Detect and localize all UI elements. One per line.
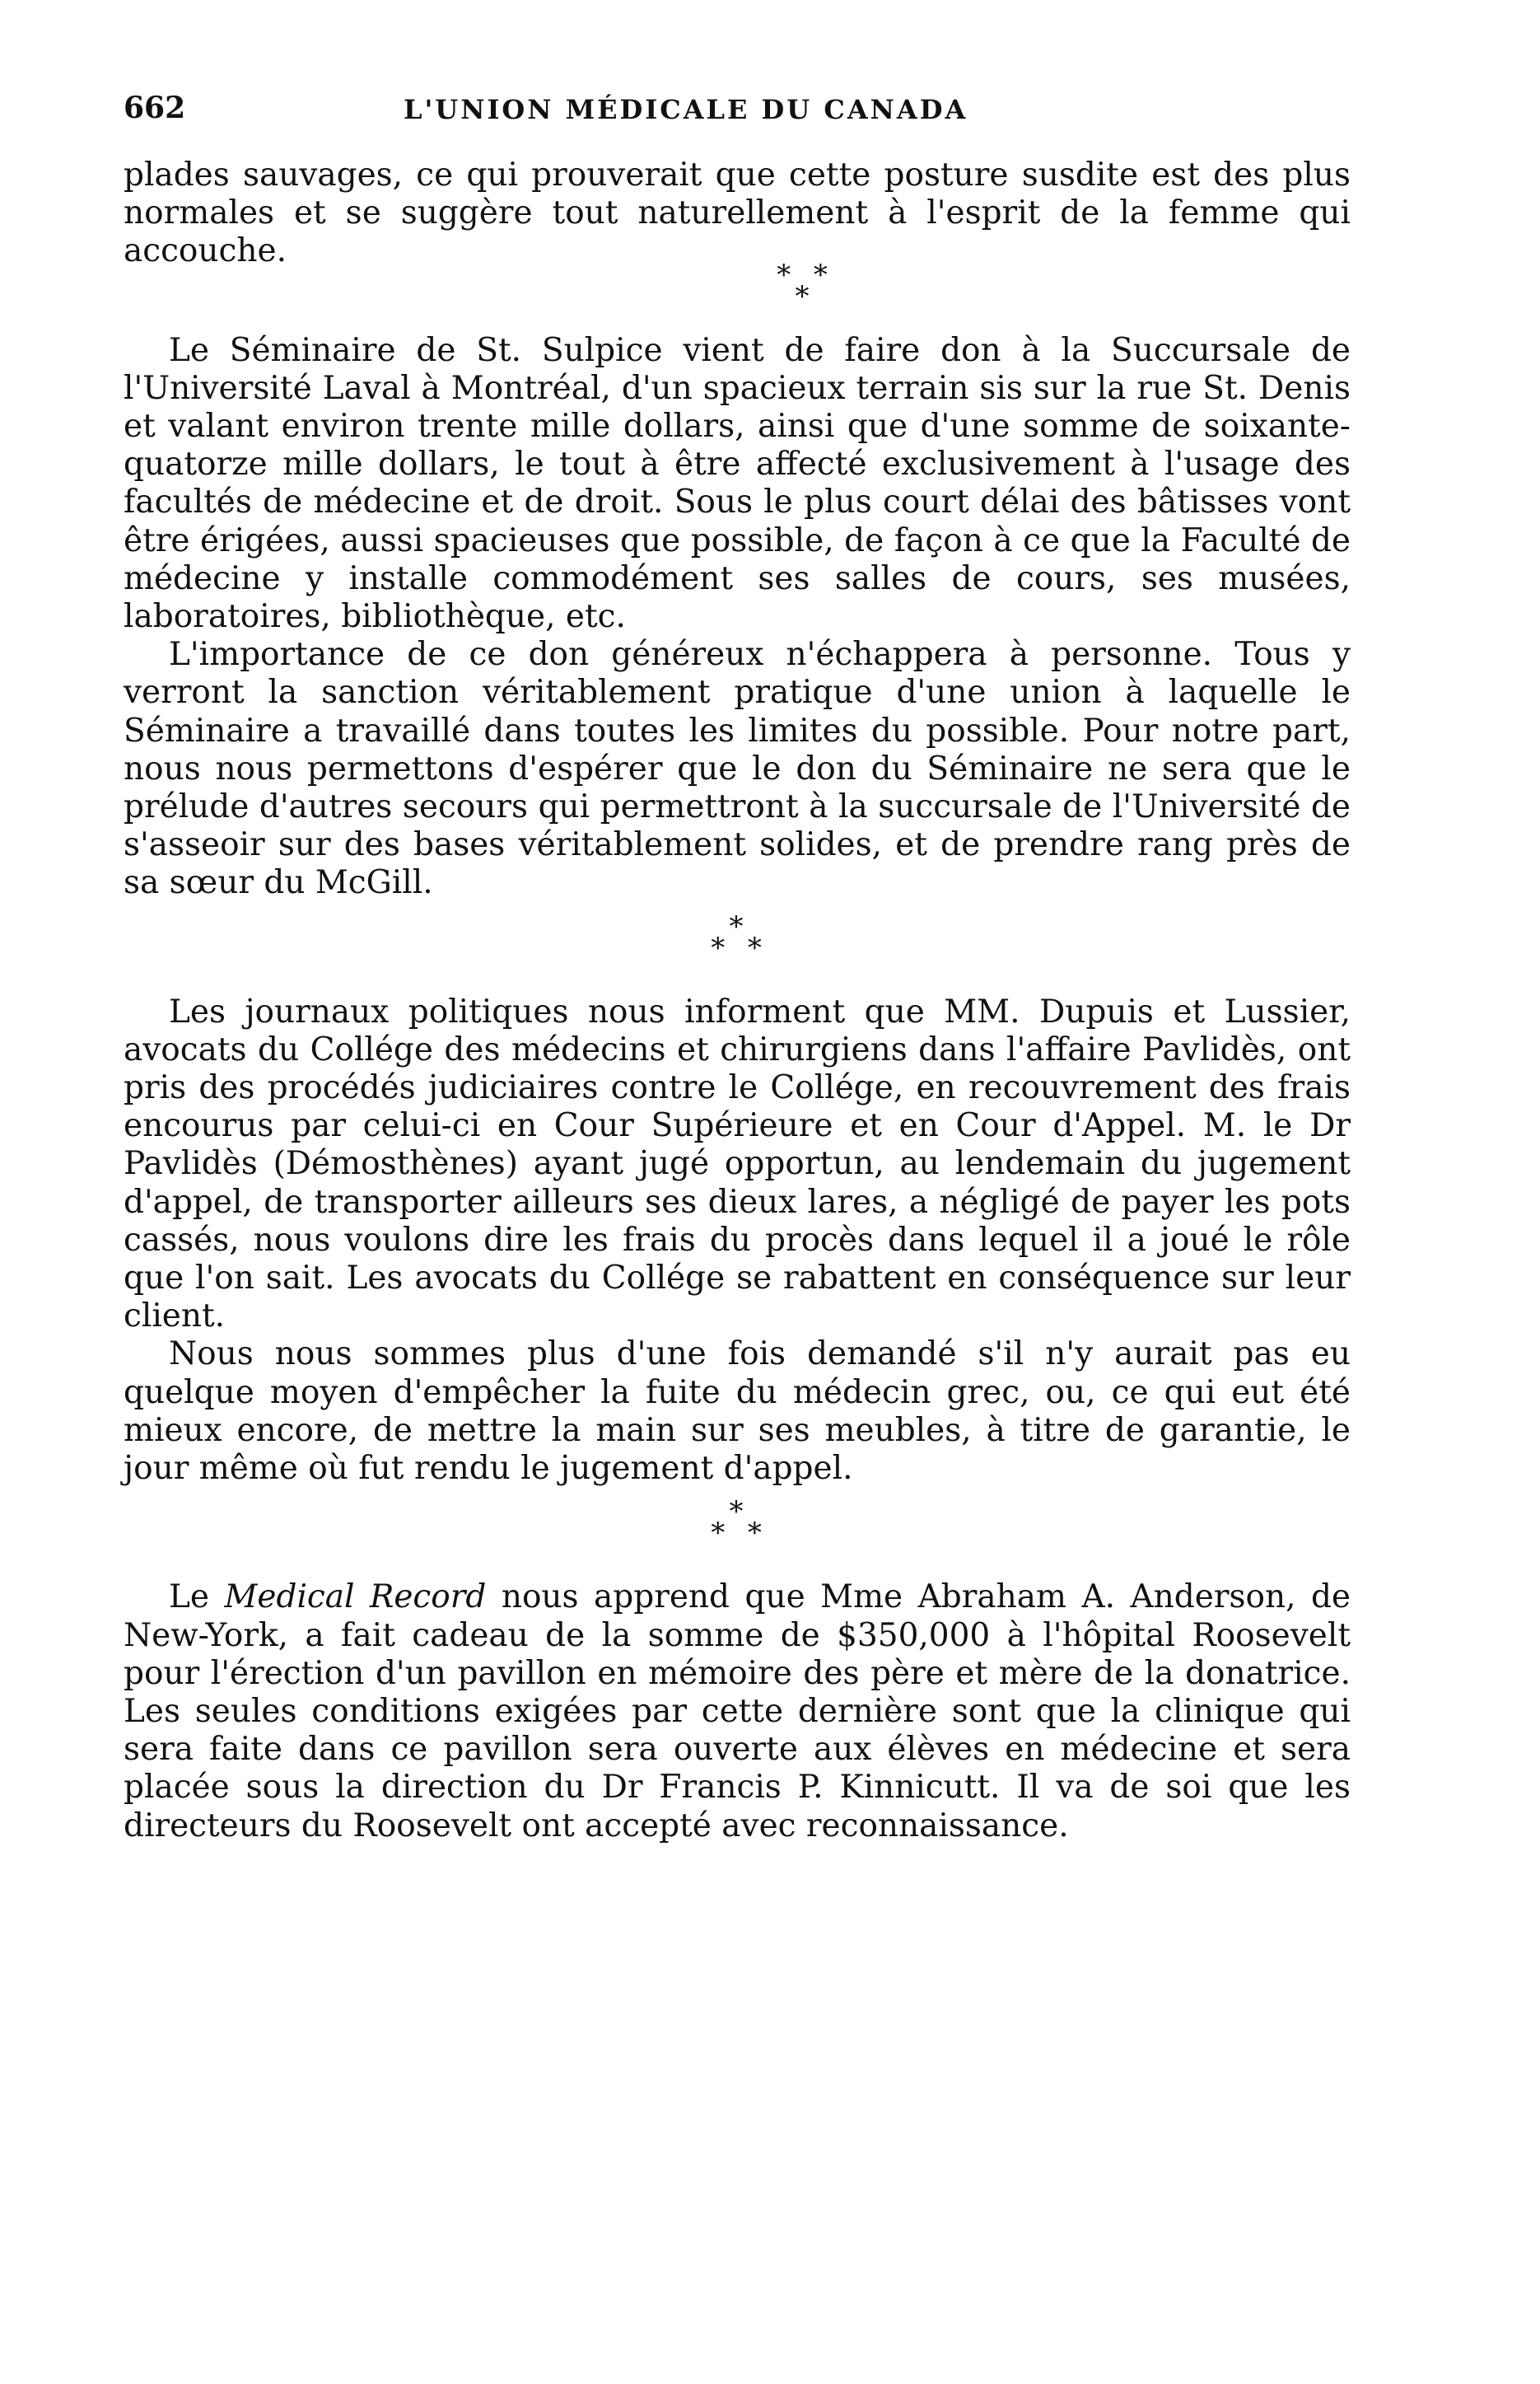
paragraph-continuation: plades sauvages, ce qui prouverait que cette posture susdite est des plus normales et se suggère tout naturellement à l'esprit de la femme qui accouche. bbox=[124, 157, 1351, 270]
paragraph-seminaire: Le Séminaire de St. Sulpice vient de faire don à la Succursale de l'Université Laval à Montréal, d'un spacieux terrain sis sur la rue St. Denis et valant environ trente mille dollars, ainsi que d'une somme de soixante-quatorze mille dollars, le tout à être affecté exclusivement à l'usage des facultés de médecine et de droit. Sous le plus court délai des bâtisses vont être érigées, aussi spacieuses que possible, de façon à ce que la Faculté de médecine y installe commodément ses salles de cours, ses musées, laboratoires, bibliothèque, etc. bbox=[124, 331, 1351, 636]
document-page bbox=[124, 91, 1351, 1845]
paragraph-medical-record: Le Medical Record nous apprend que Mme Abraham A. Anderson, de New-York, a fait cadeau de la somme de $350,000 à l'hôpital Roosevelt pour l'érection d'un pavillon en mémoire des père et mère de la donatrice. Les seules conditions exigées par cette dernière sont que la clinique qui sera faite dans ce pavillon sera ouverte aux élèves en médecine et sera placée sous la direction du Dr Francis P. Kinnicutt. Il va de soi que les directeurs du Roosevelt ont accepté avec reconnaissance. bbox=[124, 1578, 1351, 1844]
paragraph-journaux: Les journaux politiques nous informent que MM. Dupuis et Lussier, avocats du Collége des médecins et chirurgiens dans l'affaire Pavlidès, ont pris des procédés judiciaires contre le Collége, en recouvrement des frais encourus par celui-ci en Cour Supérieure et en Cour d'Appel. M. le Dr Pavlidès (Démosthènes) ayant jugé opportun, au lendemain du jugement d'appel, de transporter ailleurs ses dieux lares, a négligé de payer les pots cassés, nous voulons dire les frais du procès dans lequel il a joué le rôle que l'on sait. Les avocats du Collége se rabattent en conséquence sur leur client. bbox=[124, 993, 1351, 1335]
section-separator: * * * bbox=[777, 258, 829, 313]
section-separator: * * * bbox=[711, 909, 763, 965]
paragraph-moyen: Nous nous sommes plus d'une fois demandé s'il n'y aurait pas eu quelque moyen d'empêcher la fuite du médecin grec, ou, ce qui eut été mieux encore, de mettre la main sur ses meubles, à titre de garantie, le jour même où fut rendu le jugement d'appel. bbox=[124, 1335, 1351, 1488]
page-header bbox=[124, 91, 1351, 140]
running-head: L'UNION MÉDICALE DU CANADA bbox=[404, 94, 968, 125]
journal-title: Medical Record bbox=[224, 1578, 487, 1616]
paragraph-importance: L'importance de ce don généreux n'échappera à personne. Tous y verront la sanction véritablement pratique d'une union à laquelle le Séminaire a travaillé dans toutes les limites du possible. Pour notre part, nous nous permettons d'espérer que le don du Séminaire ne sera que le prélude d'autres secours qui permettront à la succursale de l'Université de s'asseoir sur des bases véritablement solides, et de prendre rang près de sa sœur du McGill. bbox=[124, 636, 1351, 902]
section-separator: * * * bbox=[711, 1495, 763, 1550]
page-number: 662 bbox=[124, 91, 186, 125]
